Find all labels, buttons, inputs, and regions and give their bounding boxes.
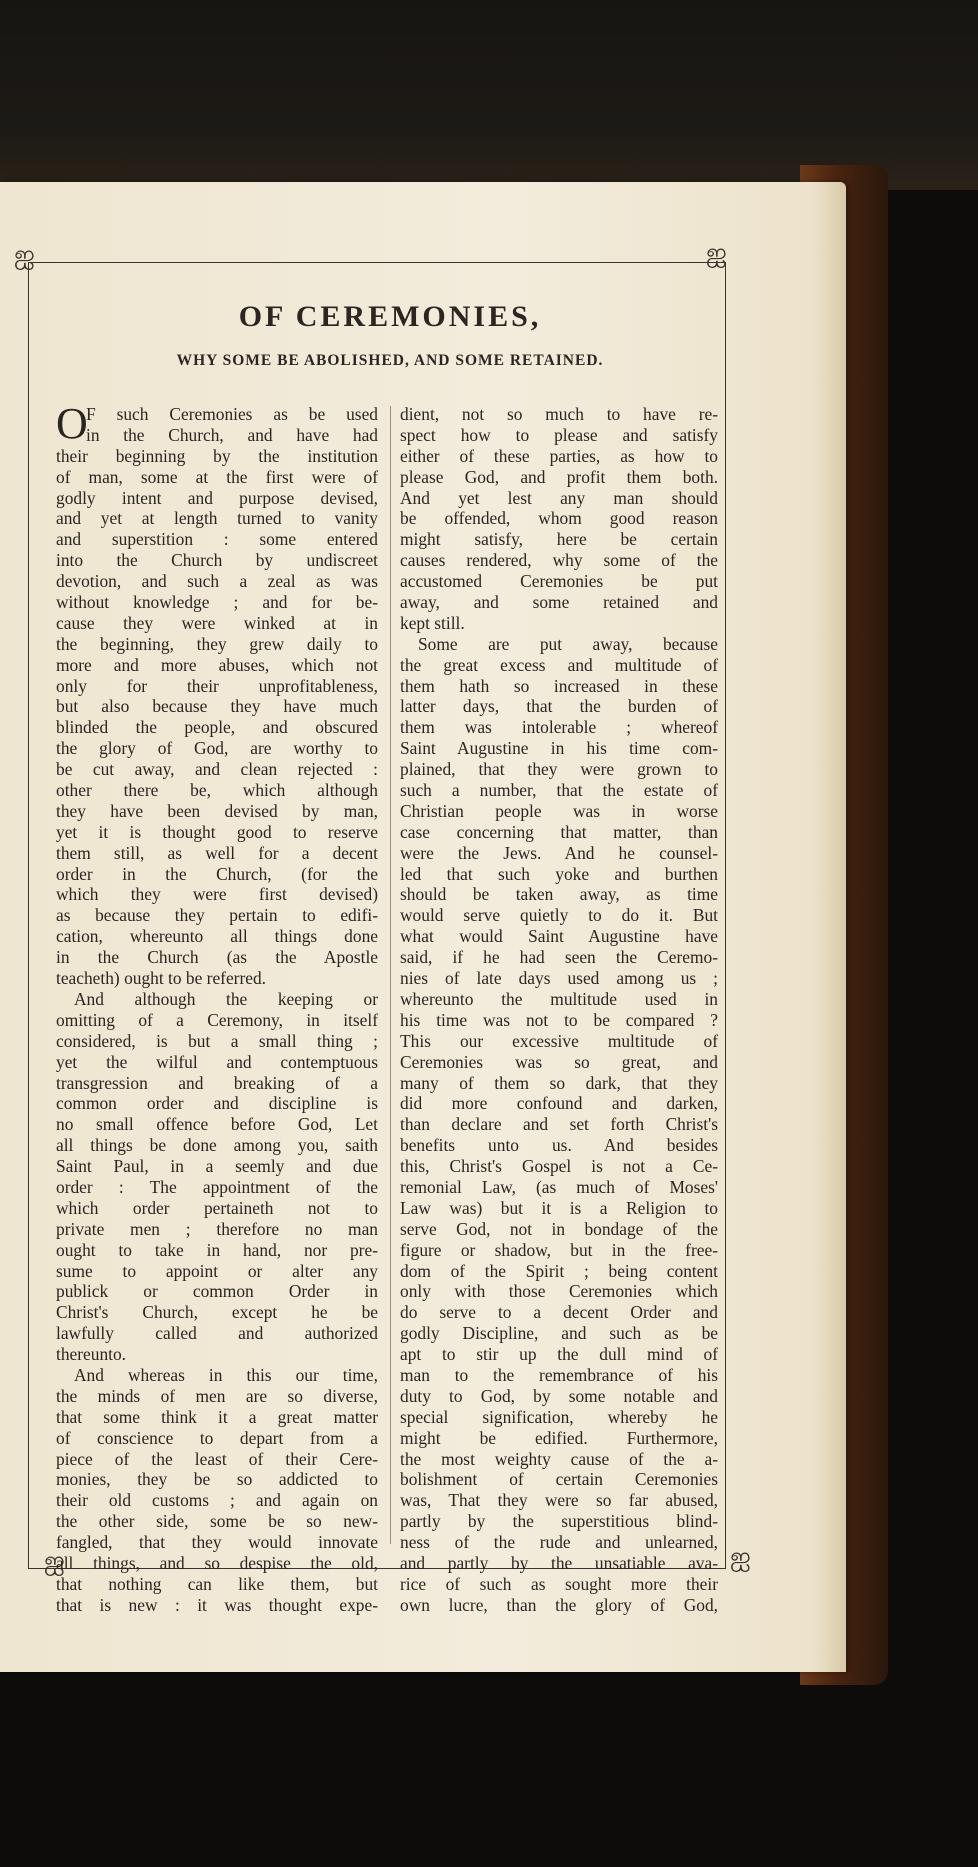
text-line: case concerning that matter, than [400, 821, 718, 842]
text-line: devotion, and such a zeal as was [56, 571, 378, 592]
text-line: order : The appointment of the [56, 1176, 378, 1197]
text-line: many of them so dark, that they [400, 1072, 718, 1093]
text-line: only for their unprofitableness, [56, 675, 378, 696]
text-line: them still, as well for a decent [56, 842, 378, 863]
text-line: cause they were winked at in [56, 612, 378, 633]
text-line: serve God, not in bondage of the [400, 1218, 718, 1239]
text-line: please God, and profit them both. [400, 466, 718, 487]
text-line: ought to take in hand, nor pre- [56, 1239, 378, 1260]
text-line: into the Church by undiscreet [56, 550, 378, 571]
text-line: such a number, that the estate of [400, 780, 718, 801]
text-line: the most weighty cause of the a- [400, 1448, 718, 1469]
text-line: them hath so increased in these [400, 675, 718, 696]
text-line: them was intolerable ; whereof [400, 717, 718, 738]
text-line: accustomed Ceremonies be put [400, 571, 718, 592]
text-line: yet the wilful and contemptuous [56, 1051, 378, 1072]
drop-cap: O [56, 399, 88, 448]
text-line: all things be done among you, saith [56, 1135, 378, 1156]
text-line: partly by the superstitious blind- [400, 1511, 718, 1532]
text-line: man to the remembrance of his [400, 1364, 718, 1385]
right-column-text [400, 404, 718, 1616]
text-line: was, That they were so far abused, [400, 1490, 718, 1511]
text-line: and partly by the unsatiable ava- [400, 1552, 718, 1573]
text-line: that some think it a great matter [56, 1406, 378, 1427]
text-line: remonial Law, (as much of Moses' [400, 1176, 718, 1197]
text-line: dom of the Spirit ; being content [400, 1260, 718, 1281]
text-line: monies, they be so addicted to [56, 1469, 378, 1490]
text-line: lawfully called and authorized [56, 1323, 378, 1344]
text-line: that nothing can like them, but [56, 1573, 378, 1594]
text-line: And yet lest any man should [400, 487, 718, 508]
text-line: This our excessive multitude of [400, 1030, 718, 1051]
text-line: in the Church, and have had [86, 424, 378, 445]
text-line: would serve quietly to do it. But [400, 905, 718, 926]
text-line: only with those Ceremonies which [400, 1281, 718, 1302]
text-line: godly Discipline, and such as be [400, 1323, 718, 1344]
text-line: as because they pertain to edifi- [56, 905, 378, 926]
text-line: plained, that they were grown to [400, 759, 718, 780]
text-line: led that such yoke and burthen [400, 863, 718, 884]
text-line: figure or shadow, but in the free- [400, 1239, 718, 1260]
text-line: omitting of a Ceremony, in itself [56, 1009, 378, 1030]
text-line: which order pertaineth not to [56, 1197, 378, 1218]
text-line: all things, and so despise the old, [56, 1552, 378, 1573]
text-line: F such Ceremonies as be used [86, 404, 378, 424]
text-line: this, Christ's Gospel is not a Ce- [400, 1156, 718, 1177]
text-line: fangled, that they would innovate [56, 1532, 378, 1553]
text-line: sume to appoint or alter any [56, 1260, 378, 1281]
text-line: Christian people was in worse [400, 800, 718, 821]
text-line: spect how to please and satisfy [400, 424, 718, 445]
text-line: either of these parties, as how to [400, 445, 718, 466]
text-line: be offended, whom good reason [400, 508, 718, 529]
text-line: ness of the rude and unlearned, [400, 1532, 718, 1553]
column-divider [390, 406, 391, 1544]
left-column-text [56, 399, 378, 1616]
text-line: be cut away, and clean rejected : [56, 759, 378, 780]
text-line: away, and some retained and [400, 592, 718, 613]
text-line: might be edified. Furthermore, [400, 1427, 718, 1448]
text-line: and yet at length turned to vanity [56, 508, 378, 529]
dark-background [0, 0, 978, 190]
corner-ornament-icon: ஐ [14, 240, 35, 270]
text-line: Christ's Church, except he be [56, 1302, 378, 1323]
text-line: should be taken away, as time [400, 884, 718, 905]
text-line: order in the Church, (for the [56, 863, 378, 884]
text-line: in the Church (as the Apostle [56, 947, 378, 968]
text-line: but also because they have much [56, 696, 378, 717]
text-line: piece of the least of their Cere- [56, 1448, 378, 1469]
text-line: kept still. [400, 612, 465, 633]
text-line: latter days, that the burden of [400, 696, 718, 717]
text-line: benefits unto us. And besides [400, 1135, 718, 1156]
text-line: Law was) but it is a Religion to [400, 1197, 718, 1218]
text-line: private men ; therefore no man [56, 1218, 378, 1239]
text-line: And although the keeping or [74, 988, 378, 1009]
text-line: bolishment of certain Ceremonies [400, 1469, 718, 1490]
text-line: the great excess and multitude of [400, 654, 718, 675]
text-line: without knowledge ; and for be- [56, 592, 378, 613]
text-line: dient, not so much to have re- [400, 404, 718, 424]
page-title: OF CEREMONIES, [238, 300, 542, 333]
text-line: that is new : it was thought expe- [56, 1594, 378, 1615]
book-page [0, 182, 846, 1672]
text-line: own lucre, than the glory of God, [400, 1594, 718, 1615]
text-line: might satisfy, here be certain [400, 529, 718, 550]
text-line: Ceremonies was so great, and [400, 1051, 718, 1072]
text-line: rice of such as sought more their [400, 1573, 718, 1594]
text-line: of conscience to depart from a [56, 1427, 378, 1448]
text-line: they have been devised by man, [56, 800, 378, 821]
text-line: did more confound and darken, [400, 1093, 718, 1114]
page-subtitle: WHY SOME BE ABOLISHED, AND SOME RETAINED. [176, 352, 604, 369]
text-line: Saint Augustine in his time com- [400, 738, 718, 759]
text-line: their beginning by the institution [56, 445, 378, 466]
text-line: godly intent and purpose devised, [56, 487, 378, 508]
text-line: were the Jews. And he counsel- [400, 842, 718, 863]
text-line: than declare and set forth Christ's [400, 1114, 718, 1135]
text-line: special signification, whereby he [400, 1406, 718, 1427]
text-line: whereunto the multitude used in [400, 988, 718, 1009]
text-line: his time was not to be compared ? [400, 1009, 718, 1030]
text-line: teacheth) ought to be referred. [56, 968, 267, 989]
text-line: Some are put away, because [418, 633, 718, 654]
text-line: yet it is thought good to reserve [56, 821, 378, 842]
text-line: publick or common Order in [56, 1281, 378, 1302]
text-line: And whereas in this our time, [74, 1364, 378, 1385]
text-line: the beginning, they grew daily to [56, 633, 378, 654]
text-line: cation, whereunto all things done [56, 926, 378, 947]
text-line: considered, is but a small thing ; [56, 1030, 378, 1051]
text-line: common order and discipline is [56, 1093, 378, 1114]
text-line: the minds of men are so diverse, [56, 1385, 378, 1406]
corner-ornament-icon: ஐ [44, 1546, 65, 1576]
text-line: causes rendered, why some of the [400, 550, 718, 571]
text-line: blinded the people, and obscured [56, 717, 378, 738]
text-line: what would Saint Augustine have [400, 926, 718, 947]
text-line: the other side, some be so new- [56, 1511, 378, 1532]
text-line: which they were first devised) [56, 884, 378, 905]
text-line: other there be, which although [56, 780, 378, 801]
text-line: no small offence before God, Let [56, 1114, 378, 1135]
text-line: more and more abuses, which not [56, 654, 378, 675]
text-line: apt to stir up the dull mind of [400, 1344, 718, 1365]
corner-ornament-icon: ஐ [730, 1542, 751, 1572]
text-line: their old customs ; and again on [56, 1490, 378, 1511]
text-line: of man, some at the first were of [56, 466, 378, 487]
text-line: and superstition : some entered [56, 529, 378, 550]
text-line: thereunto. [56, 1344, 127, 1365]
corner-ornament-icon: ஐ [706, 238, 727, 268]
text-line: do serve to a decent Order and [400, 1302, 718, 1323]
text-line: nies of late days used among us ; [400, 968, 718, 989]
text-line: said, if he had seen the Ceremo- [400, 947, 718, 968]
text-line: duty to God, by some notable and [400, 1385, 718, 1406]
text-line: the glory of God, are worthy to [56, 738, 378, 759]
text-line: Saint Paul, in a seemly and due [56, 1156, 378, 1177]
text-line: transgression and breaking of a [56, 1072, 378, 1093]
